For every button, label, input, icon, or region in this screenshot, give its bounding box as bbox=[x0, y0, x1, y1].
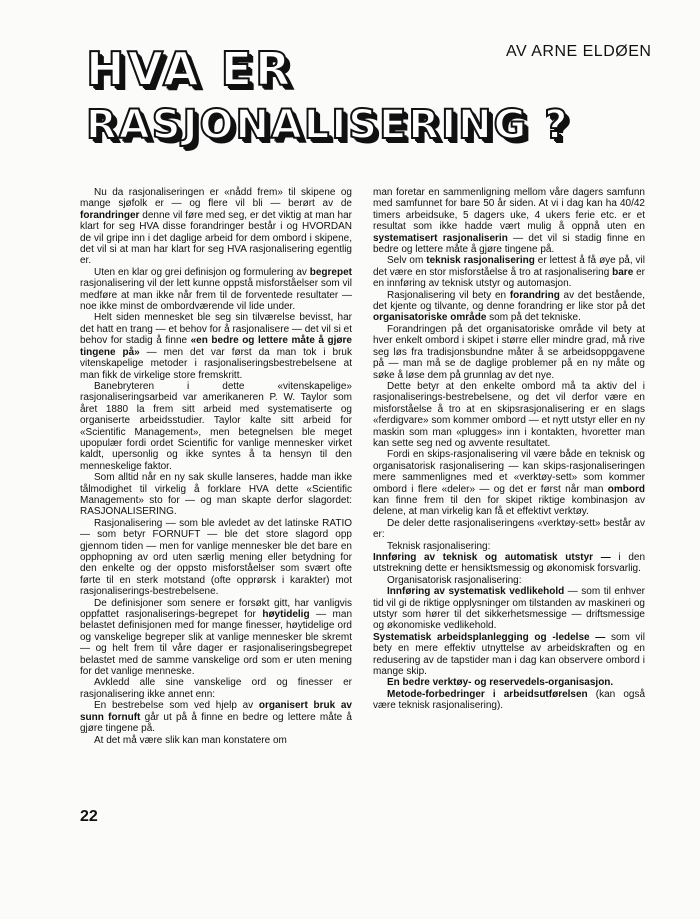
paragraph: De definisjoner som senere er forsøkt gitt, har vanligvis oppfattet rasjonaliserings-begrepet for høytidelig — man belastet definisjonen med for mange finesser, høytidelige ord og vanskelige begreper slik at vanlige mennesker ble skremt — og helt frem til våre dager er rasjonaliseringsbegrepet belastet med de samme vanskelige ord som er uten mening for det vanlige menneske. bbox=[80, 597, 353, 678]
paragraph: Banebryteren i dette «vitenskapelige» rasjonaliseringsarbeid var amerikaneren P. W. Taylor som året 1880 la frem sitt arbeid med systematiserte og organiserte arbeidsstudier. Taylor kalte sitt arbeid for «Scientific Management», men betegnelsen ble meget upopulær fordi ordet Scientific for vanlige mennesker virket kaldt, upersonlig og ikke syntes å ta hensyn til den menneskelige faktor. bbox=[80, 380, 352, 472]
page-number: 22 bbox=[80, 808, 98, 825]
paragraph: man foretar en sammenligning mellom våre dagers samfunn med samfunnet for bare 50 år siden. At vi i dag kan ha 40/42 timers arbeidsuke, 5 dagers uke, 4 ukers ferie etc. er et resultat som ikke hadde vært mulig å oppnå uten en systematisert rasjonaliserin — det vil si stadig finne en bedre og lettere måte å gjøre tingene på. bbox=[373, 187, 645, 256]
article-title-line-2: RASJONALISERING ? bbox=[86, 102, 570, 148]
paragraph: Nu da rasjonaliseringen er «nådd frem» til skipene og mange sjøfolk er — og flere vil bli — berørt av de forandringer denne vil føre med seg, er det viktig at man har klart for seg HVA disse forandringer består i og HVORDAN de vil gripe inn i det daglige arbeid for dem ombord i skipene, det vil si at man har klart for seg HVA rasjonalisering egentlig er. bbox=[80, 187, 352, 267]
byline: AV ARNE ELDØEN bbox=[506, 43, 652, 60]
paragraph: Som alltid når en ny sak skulle lanseres, hadde man ikke tålmodighet til virkelig å forklare HVA dette «Scientific Management» sto for — og man skapte derfor slagordet: RASJONALISERING. bbox=[80, 472, 352, 518]
paragraph: Helt siden mennesket ble seg sin tilværelse bevisst, har det hatt en trang — et behov for å rasjonalisere — det vil si et behov for stadig å finne «en bedre og lettere måte å gjøre tingene på» — men det var først da man tok i bruk vitenskapelige metoder i rasjonaliseringsbestrebelsene at man fikk de virkelige store fremskritt. bbox=[80, 312, 352, 381]
paragraph: Dette betyr at den enkelte ombord må ta aktiv del i rasjonaliserings-bestrebelsene, og det vil derfor være en misforståelse å tro at en skipsrasjonalisering er en slags «ferdigvare» som kommer ombord — et nytt utstyr eller en ny maskin som man «plugges» inn i kontakten, hvoretter man kan sette seg ned og avvente resultatet. bbox=[373, 380, 645, 449]
right-column bbox=[373, 187, 645, 712]
paragraph: Selv om teknisk rasjonalisering er lettest å få øye på, vil det være en stor misforståelse å tro at rasjonalisering bare er en innføring av teknisk utstyr og automasjon. bbox=[373, 255, 646, 290]
paragraph: Systematisk arbeidsplanlegging og -ledelse — som vil bety en mere effektiv utnyttelse av arbeidskraften og en redusering av de tapstider man i dag kan observere ombord i mange skip. bbox=[373, 631, 645, 678]
paragraph: Rasjonalisering — som ble avledet av det latinske RATIO — som betyr FORNUFT — ble det store slagord opp gjennom tiden — men for vanlige mennesker ble det bare en opphopning av ord uten særlig mening eller betydning for den enkelte og der oppsto misforståelser som svært ofte førte til en sterk motstand (ofte opprørsk i karakter) mot rasjonaliserings-bestrebelsene. bbox=[80, 517, 352, 598]
paragraph: Uten en klar og grei definisjon og formulering av begrepet rasjonalisering vil der lett kunne oppstå misforståelser som vil medføre at man ikke når frem til de forventede resultater — noe ikke minst de ombordværende vil lide under. bbox=[80, 266, 352, 313]
section-label: Organisatorisk rasjonalisering: bbox=[387, 574, 522, 586]
left-column bbox=[80, 187, 352, 746]
paragraph: Forandringen på det organisatoriske område vil bety at hver enkelt ombord i skipet i større eller mindre grad, må rive seg løs fra tradisjonsbundne måter å se arbeidsoppgavene på — man må se de daglige problemer på en ny måte og søke å løse dem på grunnlag av det nye. bbox=[373, 323, 645, 381]
paragraph: En bestrebelse som ved hjelp av organisert bruk av sunn fornuft går ut på å finne en bedre og lettere måte å gjøre tingene på. bbox=[80, 700, 352, 735]
paragraph: Metode-forbedringer i arbeidsutførelsen (kan også være teknisk rasjonalisering). bbox=[373, 688, 645, 712]
paragraph: De deler dette rasjonaliseringens «verktøy-sett» består av er: bbox=[373, 517, 645, 541]
paragraph: Fordi en skips-rasjonalisering vil være både en teknisk og organisatorisk rasjonalisering — kan skips-rasjonaliseringen mere sammenlignes med et «verktøy-sett» som kommer ombord i flere «deler» — og det er først når man ombord kan finne frem til den for skipet riktige kombinasjon av delene, at man virkelig kan få et effektivt verktøy. bbox=[373, 449, 645, 518]
paragraph: At det må være slik kan man konstatere om bbox=[94, 734, 287, 746]
paragraph: Rasjonalisering vil bety en forandring av det bestående, det kjente og tilvante, og denne forandring er like stor på det organisatoriske område som på det tekniske. bbox=[373, 289, 645, 324]
paragraph: Innføring av systematisk vedlikehold — som til enhver tid vil gi de riktige opplysninger om tilstanden av maskineri og utstyr som hører til det sikkerhetsmessige — driftsmessige og økonomiske vedlikehold. bbox=[373, 586, 645, 632]
paragraph: En bedre verktøy- og reservedels-organisasjon. bbox=[387, 677, 614, 689]
paragraph: Innføring av teknisk og automatisk utstyr — i den utstrekning dette er hensiktsmessig og økonomisk forsvarlig. bbox=[373, 552, 646, 575]
section-label: Teknisk rasjonalisering: bbox=[387, 540, 491, 552]
article-title-line-1: HVA ER bbox=[86, 42, 294, 96]
paragraph: Avkledd alle sine vanskelige ord og finesser er rasjonalisering ikke annet enn: bbox=[80, 677, 352, 700]
